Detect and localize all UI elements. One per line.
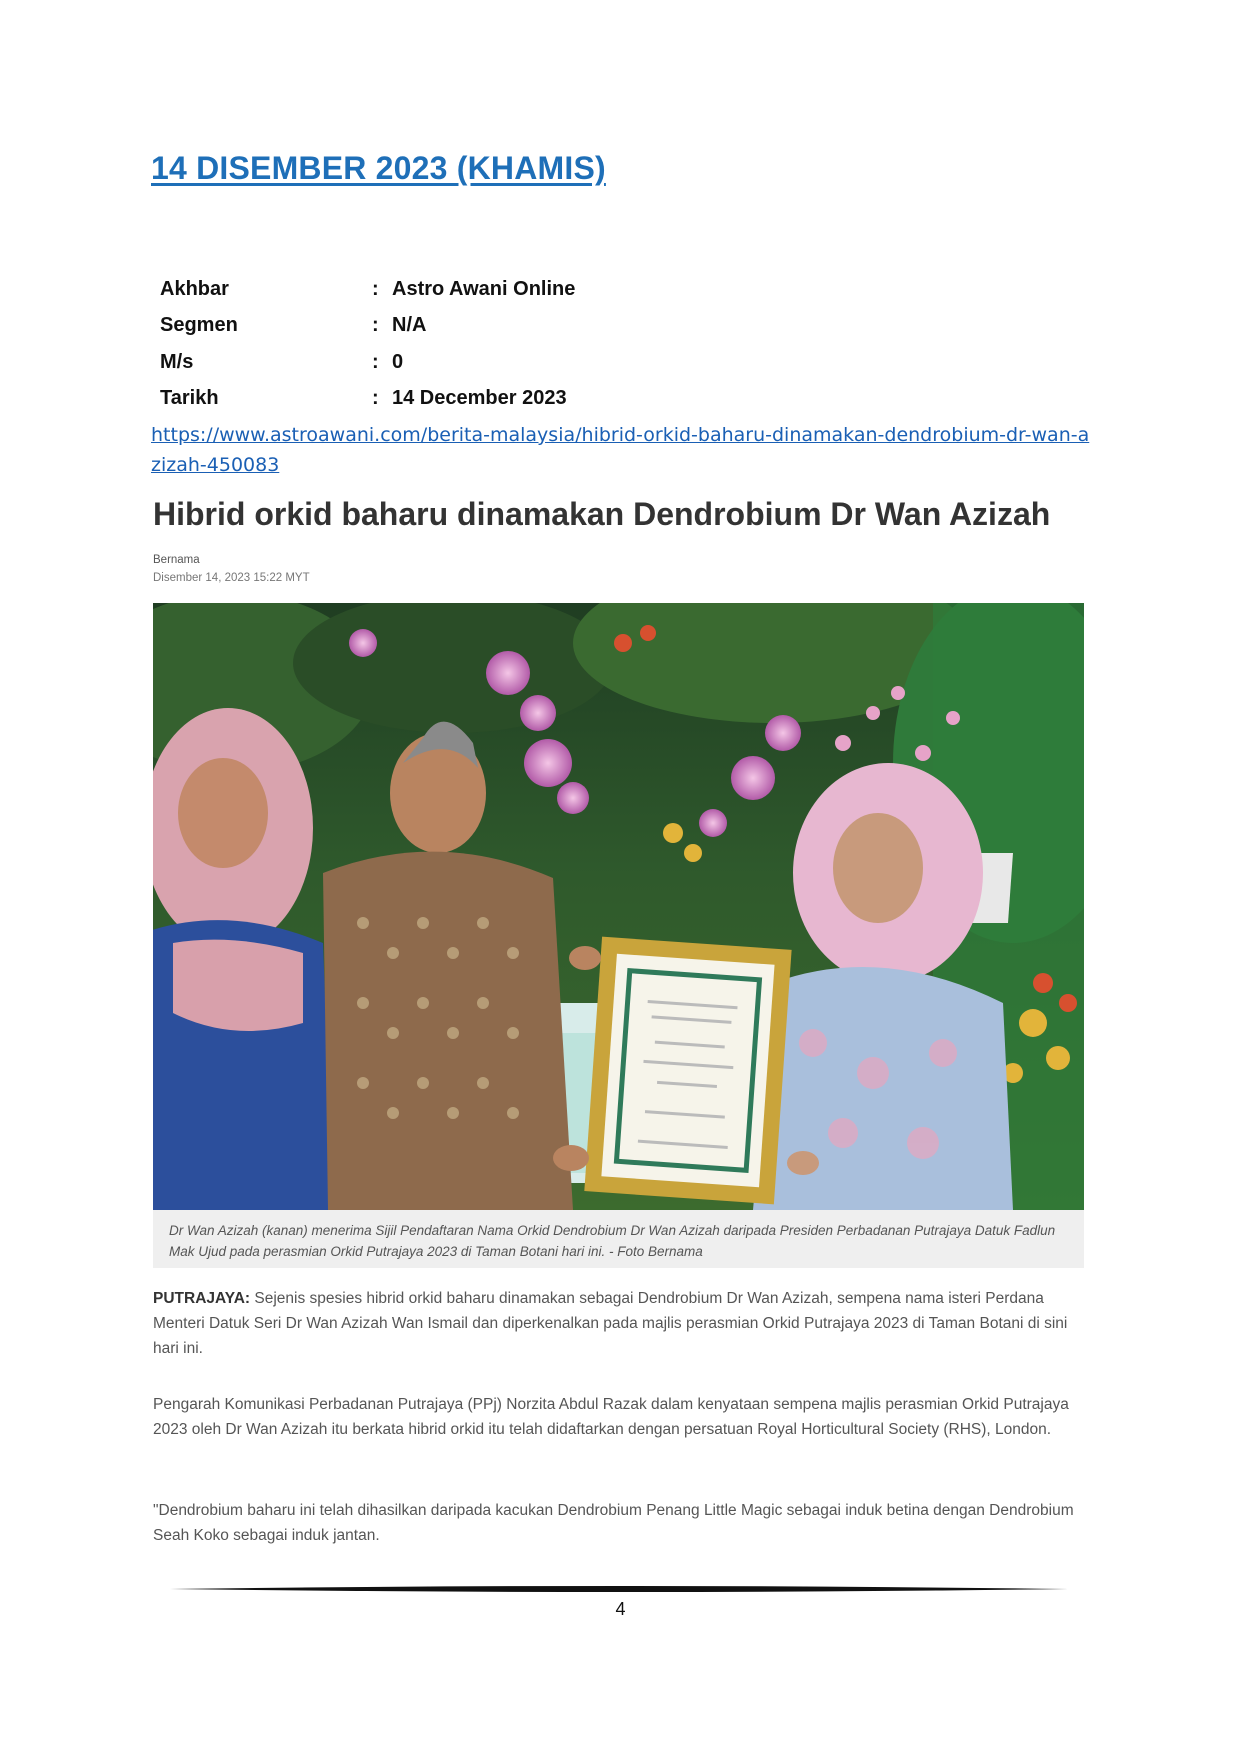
meta-value: Astro Awani Online	[392, 277, 576, 300]
byline-source: Bernama	[153, 554, 200, 566]
byline-datetime: Disember 14, 2023 15:22 MYT	[153, 572, 310, 584]
photo-caption: Dr Wan Azizah (kanan) menerima Sijil Pendaftaran Nama Orkid Dendrobium Dr Wan Azizah daripada Presiden Perbadanan Putrajaya Datuk Fadlun Mak Ujud pada perasmian Orkid Putrajaya 2023 di Taman Botani hari ini. - Foto Bernama	[169, 1223, 1056, 1259]
meta-table	[160, 271, 575, 417]
meta-row-segmen	[160, 308, 575, 345]
page-number: 4	[615, 1599, 626, 1619]
meta-row-akhbar	[160, 271, 575, 308]
footer-rule	[170, 1584, 1068, 1594]
paragraph-2: Pengarah Komunikasi Perbadanan Putrajaya (PPj) Norzita Abdul Razak dalam kenyataan sempena majlis perasmian Orkid Putrajaya 2023 oleh Dr Wan Azizah itu berkata hibrid orkid itu telah didaftarkan dengan persatuan Royal Horticultural Society (RHS), London.	[153, 1396, 1069, 1438]
meta-key: Segmen	[160, 314, 238, 337]
meta-row-ms	[160, 344, 575, 381]
article-photo	[153, 603, 1084, 1210]
meta-value: N/A	[392, 314, 427, 337]
meta-sep: :	[372, 277, 379, 300]
date-heading: 14 DISEMBER 2023 (KHAMIS)	[151, 150, 606, 186]
dateline: PUTRAJAYA:	[153, 1290, 251, 1307]
paragraph-1-text: Sejenis spesies hibrid orkid baharu dinamakan sebagai Dendrobium Dr Wan Azizah, sempena nama isteri Perdana Menteri Datuk Seri Dr Wan Azizah Wan Ismail dan diperkenalkan pada majlis perasmian Orkid Putrajaya 2023 di Taman Botani di sini hari ini.	[153, 1290, 1068, 1357]
photo-caption-box	[153, 1210, 1084, 1268]
meta-row-tarikh	[160, 381, 575, 418]
meta-sep: :	[372, 314, 379, 337]
byline	[153, 551, 310, 587]
meta-key: M/s	[160, 350, 194, 373]
meta-key: Tarikh	[160, 387, 219, 410]
meta-sep: :	[372, 350, 379, 373]
meta-sep: :	[372, 387, 379, 410]
meta-value: 0	[392, 350, 404, 373]
meta-key: Akhbar	[160, 277, 229, 300]
paragraph-3: "Dendrobium baharu ini telah dihasilkan daripada kacukan Dendrobium Penang Little Magic sebagai induk betina dengan Dendrobium Seah Koko sebagai induk jantan.	[153, 1502, 1074, 1544]
source-link[interactable]: https://www.astroawani.com/berita-malaysia/hibrid-orkid-baharu-dinamakan-dendrobium-dr-wan-azizah-450083	[151, 424, 1090, 476]
article-title: Hibrid orkid baharu dinamakan Dendrobium Dr Wan Azizah	[153, 496, 1051, 532]
paragraph-1	[153, 1286, 1093, 1361]
meta-value: 14 December 2023	[392, 387, 567, 410]
